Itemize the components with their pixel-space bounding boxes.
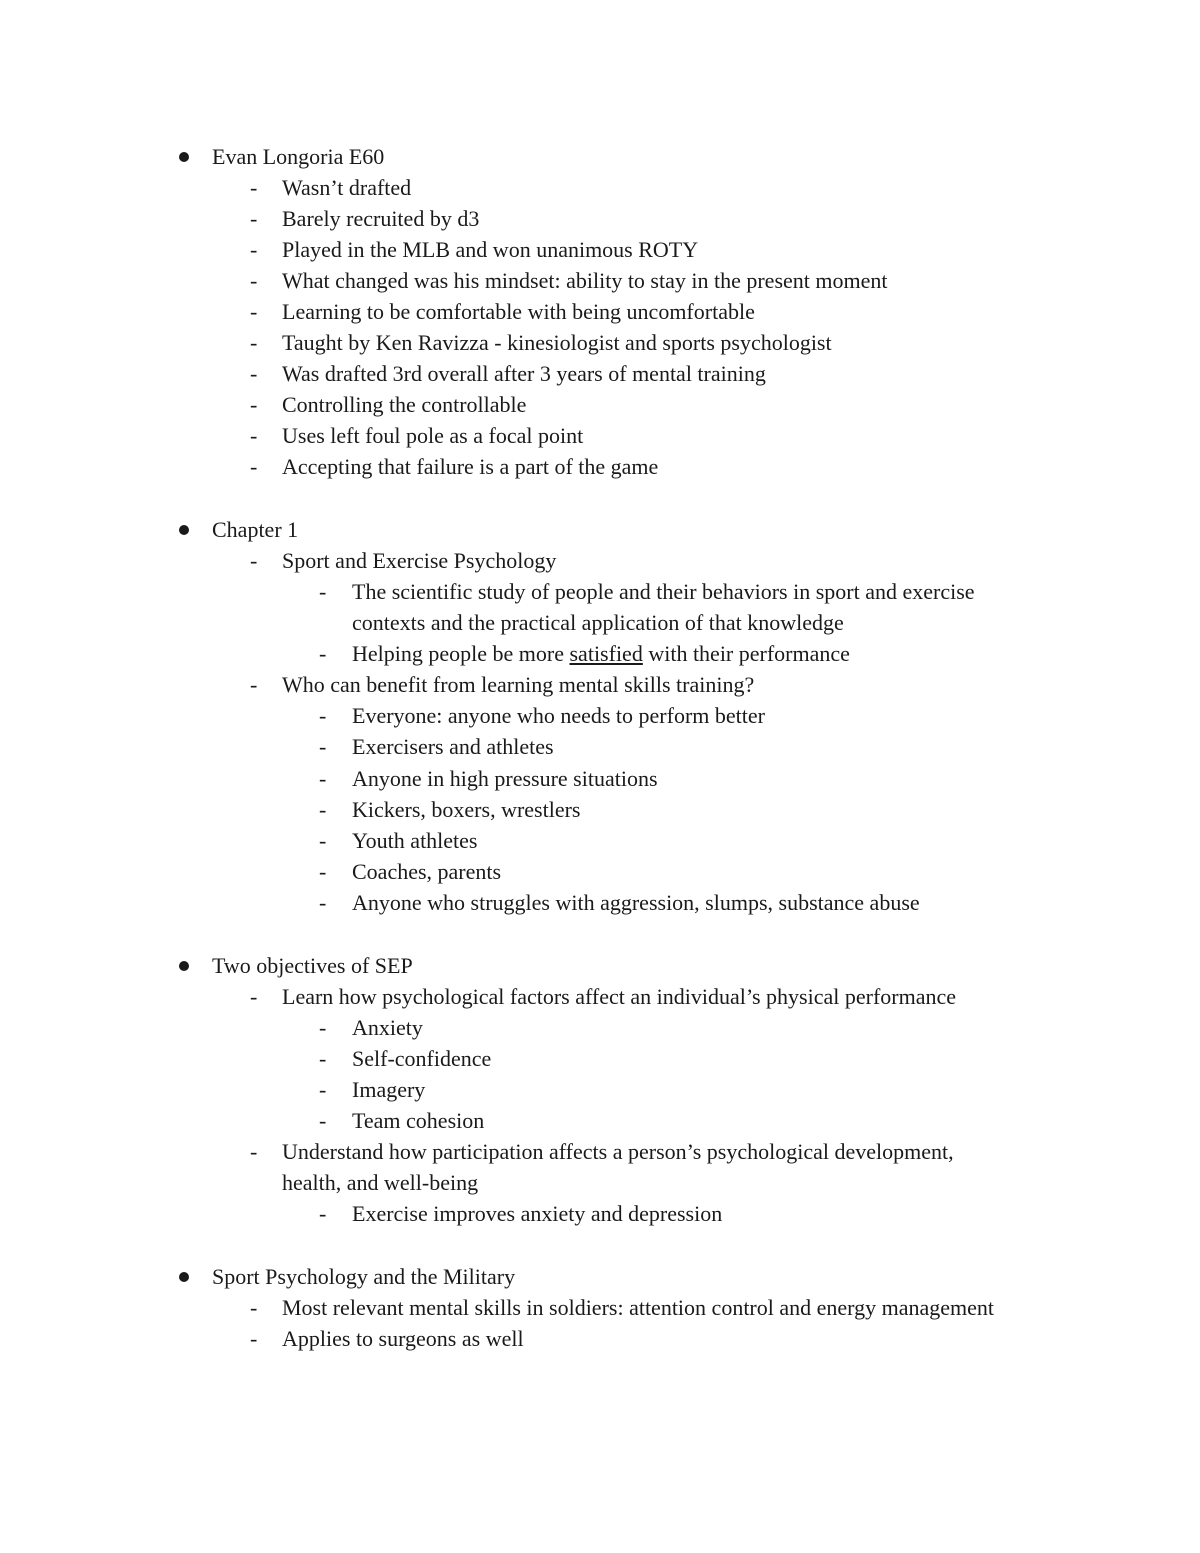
list-item: Imagery — [352, 1077, 426, 1102]
list-item: Youth athletes — [352, 828, 478, 853]
dash-icon: - — [250, 1326, 258, 1351]
dash-icon: - — [250, 423, 258, 448]
bullet-icon — [179, 525, 189, 535]
list-item: Wasn’t drafted — [282, 175, 412, 200]
dash-icon: - — [319, 890, 327, 915]
underlined-word: satisfied — [569, 641, 643, 666]
dash-icon: - — [250, 392, 258, 417]
dash-icon: - — [250, 330, 258, 355]
dash-icon: - — [250, 984, 258, 1009]
list-item: Applies to surgeons as well — [282, 1326, 524, 1351]
bullet-icon — [179, 1272, 189, 1282]
list-item: Exercise improves anxiety and depression — [352, 1201, 723, 1226]
list-item: Controlling the controllable — [282, 392, 527, 417]
list-item: Everyone: anyone who needs to perform better — [352, 703, 765, 728]
list-item: Coaches, parents — [352, 859, 502, 884]
list-item-continuation: health, and well-being — [282, 1170, 479, 1195]
dash-icon: - — [319, 641, 327, 666]
list-item: Who can benefit from learning mental skills training? — [282, 672, 755, 697]
list-item: Played in the MLB and won unanimous ROTY — [282, 237, 699, 262]
list-item: Team cohesion — [352, 1108, 485, 1133]
dash-icon: - — [250, 672, 258, 697]
dash-icon: - — [250, 548, 258, 573]
dash-icon: - — [250, 206, 258, 231]
dash-icon: - — [319, 1108, 327, 1133]
bullet-icon — [179, 152, 189, 162]
dash-icon: - — [250, 237, 258, 262]
dash-icon: - — [319, 766, 327, 791]
list-item: Taught by Ken Ravizza - kinesiologist and sports psychologist — [282, 330, 832, 355]
dash-icon: - — [250, 1295, 258, 1320]
list-item: Anyone who struggles with aggression, slumps, substance abuse — [352, 890, 920, 915]
list-item: Anyone in high pressure situations — [352, 766, 658, 791]
text-run: Helping people be more — [352, 641, 570, 666]
list-item — [352, 641, 850, 667]
section-heading: Sport Psychology and the Military — [212, 1264, 516, 1289]
dash-icon: - — [250, 454, 258, 479]
list-item: Was drafted 3rd overall after 3 years of mental training — [282, 361, 766, 386]
dash-icon: - — [319, 797, 327, 822]
list-item: Most relevant mental skills in soldiers: attention control and energy management — [282, 1295, 994, 1320]
dash-icon: - — [250, 1139, 258, 1164]
list-item-continuation: contexts and the practical application of that knowledge — [352, 610, 844, 635]
dash-icon: - — [319, 579, 327, 604]
dash-icon: - — [250, 268, 258, 293]
text-run: with their performance — [642, 641, 850, 666]
dash-icon: - — [319, 1046, 327, 1071]
list-item: Barely recruited by d3 — [282, 206, 480, 231]
list-item: Kickers, boxers, wrestlers — [352, 797, 581, 822]
dash-icon: - — [250, 175, 258, 200]
list-item: Learn how psychological factors affect an individual’s physical performance — [282, 984, 957, 1009]
dash-icon: - — [319, 1015, 327, 1040]
dash-icon: - — [319, 859, 327, 884]
dash-icon: - — [319, 828, 327, 853]
section-heading: Chapter 1 — [212, 517, 299, 542]
list-item: The scientific study of people and their behaviors in sport and exercise — [352, 579, 975, 604]
list-item: Anxiety — [352, 1015, 423, 1040]
dash-icon: - — [250, 299, 258, 324]
dash-icon: - — [319, 734, 327, 759]
list-item: Sport and Exercise Psychology — [282, 548, 557, 573]
list-item: Learning to be comfortable with being uncomfortable — [282, 299, 755, 324]
section-heading: Two objectives of SEP — [212, 953, 413, 978]
list-item: Exercisers and athletes — [352, 734, 554, 759]
dash-icon: - — [319, 703, 327, 728]
list-item: What changed was his mindset: ability to stay in the present moment — [282, 268, 888, 293]
section-heading: Evan Longoria E60 — [212, 144, 385, 169]
list-item: Uses left foul pole as a focal point — [282, 423, 584, 448]
list-item: Understand how participation affects a person’s psychological development, — [282, 1139, 954, 1164]
list-item: Self-confidence — [352, 1046, 492, 1071]
dash-icon: - — [250, 361, 258, 386]
bullet-icon — [179, 961, 189, 971]
dash-icon: - — [319, 1077, 327, 1102]
dash-icon: - — [319, 1201, 327, 1226]
list-item: Accepting that failure is a part of the game — [282, 454, 659, 479]
